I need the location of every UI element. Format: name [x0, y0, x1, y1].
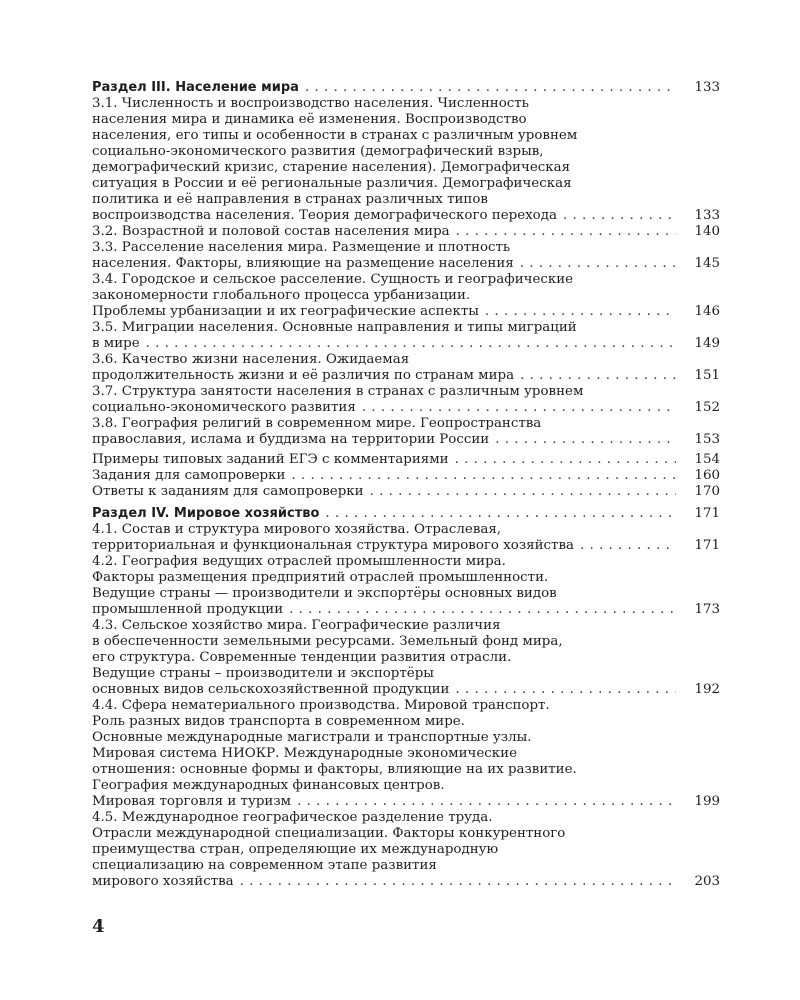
toc-entry-line: 3.7. Структура занятости населения в странах с различным уровнем — [92, 384, 584, 399]
toc-entry-line: 3.1. Численность и воспроизводство населения. Численность — [92, 96, 529, 111]
dot-leader — [291, 468, 676, 484]
toc-page-number: 145 — [694, 256, 720, 271]
toc-page-number: 171 — [694, 538, 720, 553]
toc-entry-line: населения мира и динамика её изменения. Воспроизводство — [92, 112, 527, 127]
dot-leader — [240, 874, 676, 890]
toc-entry-line: православия, ислама и буддизма на территории России — [92, 432, 490, 447]
toc-entry[interactable] — [92, 698, 720, 810]
toc-entry[interactable] — [92, 272, 720, 320]
toc-entry[interactable] — [92, 384, 720, 416]
toc-entry-line: в мире — [92, 336, 140, 351]
toc-page-number: 203 — [694, 874, 720, 889]
toc-page-number: 133 — [694, 208, 720, 223]
toc-entry[interactable] — [92, 810, 720, 890]
toc-page-number: 170 — [694, 484, 720, 499]
dot-leader — [485, 304, 676, 320]
toc-page-number: 171 — [694, 506, 720, 521]
toc-entry-line: 4.3. Сельское хозяйство мира. Географические различия — [92, 618, 501, 633]
toc-page-number: 152 — [694, 400, 720, 415]
toc-entry-line: 4.5. Международное географическое разделение труда. — [92, 810, 493, 825]
toc-entry-line: его структура. Современные тенденции развития отрасли. — [92, 650, 512, 665]
dot-leader — [495, 432, 676, 448]
toc-page-number: 160 — [694, 468, 720, 483]
toc-entry-line: мирового хозяйства — [92, 874, 234, 889]
toc-page-number: 140 — [694, 224, 720, 239]
toc-entry-line: Факторы размещения предприятий отраслей промышленности. — [92, 570, 549, 585]
toc-entry-line: ситуация в России и её региональные различия. Демографическая — [92, 176, 572, 191]
toc-page-number: 199 — [694, 794, 720, 809]
dot-leader — [455, 452, 676, 468]
toc-entry-line: Ведущие страны – производители и экспортёры — [92, 666, 434, 681]
toc-entry-line: основных видов сельскохозяйственной продукции — [92, 682, 450, 697]
toc-entry-line: специализацию на современном этапе развития — [92, 858, 437, 873]
toc-entry-line: закономерности глобального процесса урбанизации. — [92, 288, 471, 303]
toc-entry[interactable] — [92, 484, 720, 500]
page-number: 4 — [92, 916, 105, 937]
toc-entry-line: 3.4. Городское и сельское расселение. Сущность и географические — [92, 272, 574, 287]
toc-entry-line: Задания для самопроверки — [92, 468, 286, 483]
dot-leader — [520, 256, 676, 272]
toc-entry[interactable] — [92, 416, 720, 448]
toc-entry-line: 3.5. Миграции населения. Основные направления и типы миграций — [92, 320, 577, 335]
toc-entry-line: социально-экономического развития — [92, 400, 356, 415]
toc-entry-line: политика и её направления в странах различных типов — [92, 192, 488, 207]
toc-entry-line: Мировая система НИОКР. Международные экономические — [92, 746, 518, 761]
toc-page-number: 153 — [694, 432, 720, 447]
toc-entry-line: преимущества стран, определяющие их международную — [92, 842, 499, 857]
toc-entry-line: 4.2. География ведущих отраслей промышленности мира. — [92, 554, 506, 569]
toc-entry-line: 3.3. Расселение населения мира. Размещение и плотность — [92, 240, 511, 255]
toc-entry-line: Проблемы урбанизации и их географические аспекты — [92, 304, 479, 319]
toc-page-number: 192 — [694, 682, 720, 697]
dot-leader — [563, 208, 676, 224]
toc-entry-line: 3.2. Возрастной и половой состав населения мира — [92, 224, 450, 239]
toc-page-number: 149 — [694, 336, 720, 351]
toc-entry-line: 4.4. Сфера нематериального производства. Мировой транспорт. — [92, 698, 550, 713]
dot-leader — [456, 224, 676, 240]
toc-entry-line: Мировая торговля и туризм — [92, 794, 292, 809]
toc-entry-line: демографический кризис, старение населения). Демографическая — [92, 160, 571, 175]
toc-entry-line: Раздел IV. Мировое хозяйство — [92, 506, 320, 521]
dot-leader — [520, 368, 676, 384]
toc-entry-line: продолжительность жизни и её различия по странам мира — [92, 368, 515, 383]
toc-entry-line: отношения: основные формы и факторы, влияющие на их развитие. — [92, 762, 577, 777]
toc-entry[interactable] — [92, 618, 720, 698]
toc-page-number: 173 — [694, 602, 720, 617]
toc-entry[interactable] — [92, 352, 720, 384]
toc-entry-line: 3.6. Качество жизни населения. Ожидаемая — [92, 352, 410, 367]
dot-leader — [325, 506, 676, 522]
toc-entry-line: Примеры типовых заданий ЕГЭ с комментариями — [92, 452, 449, 467]
dot-leader — [362, 400, 676, 416]
toc-entry-line: 3.8. География религий в современном мире. Геопространства — [92, 416, 542, 431]
toc-entry-line: воспроизводства населения. Теория демографического перехода — [92, 208, 557, 223]
toc-entry-line: социально-экономического развития (демографический взрыв, — [92, 144, 544, 159]
toc-page-number: 146 — [694, 304, 720, 319]
toc-entry-line: Ведущие страны — производители и экспортёры основных видов — [92, 586, 557, 601]
toc-entry-line: в обеспеченности земельными ресурсами. Земельный фонд мира, — [92, 634, 563, 649]
dot-leader — [455, 682, 676, 698]
toc-page-number: 151 — [694, 368, 720, 383]
toc-entry-line: населения, его типы и особенности в странах с различным уровнем — [92, 128, 578, 143]
toc-entry[interactable] — [92, 224, 720, 240]
toc-entry-line: Ответы к заданиям для самопроверки — [92, 484, 364, 499]
toc-entry[interactable] — [92, 522, 720, 554]
toc-entry[interactable] — [92, 96, 720, 224]
toc-entry[interactable] — [92, 320, 720, 352]
toc-entry-line: География международных финансовых центров. — [92, 778, 445, 793]
toc-entry[interactable] — [92, 240, 720, 272]
dot-leader — [580, 538, 676, 554]
toc-section-heading[interactable] — [92, 506, 720, 522]
toc-entry[interactable] — [92, 452, 720, 468]
dot-leader — [146, 336, 676, 352]
toc-section-heading[interactable] — [92, 80, 720, 96]
toc-entry[interactable] — [92, 468, 720, 484]
dot-leader — [297, 794, 676, 810]
table-of-contents — [92, 80, 720, 890]
toc-entry-line: Отрасли международной специализации. Факторы конкурентного — [92, 826, 566, 841]
toc-entry-line: Раздел III. Население мира — [92, 80, 299, 95]
toc-entry-line: 4.1. Состав и структура мирового хозяйства. Отраслевая, — [92, 522, 502, 537]
toc-entry-line: промышленной продукции — [92, 602, 284, 617]
dot-leader — [305, 80, 676, 96]
toc-page-number: 133 — [694, 80, 720, 95]
dot-leader — [370, 484, 676, 500]
dot-leader — [289, 602, 676, 618]
toc-entry[interactable] — [92, 554, 720, 618]
toc-entry-line: территориальная и функциональная структура мирового хозяйства — [92, 538, 574, 553]
toc-page-number: 154 — [694, 452, 720, 467]
toc-entry-line: Роль разных видов транспорта в современном мире. — [92, 714, 465, 729]
toc-entry-line: Основные международные магистрали и транспортные узлы. — [92, 730, 532, 745]
toc-entry-line: населения. Факторы, влияющие на размещение населения — [92, 256, 514, 271]
